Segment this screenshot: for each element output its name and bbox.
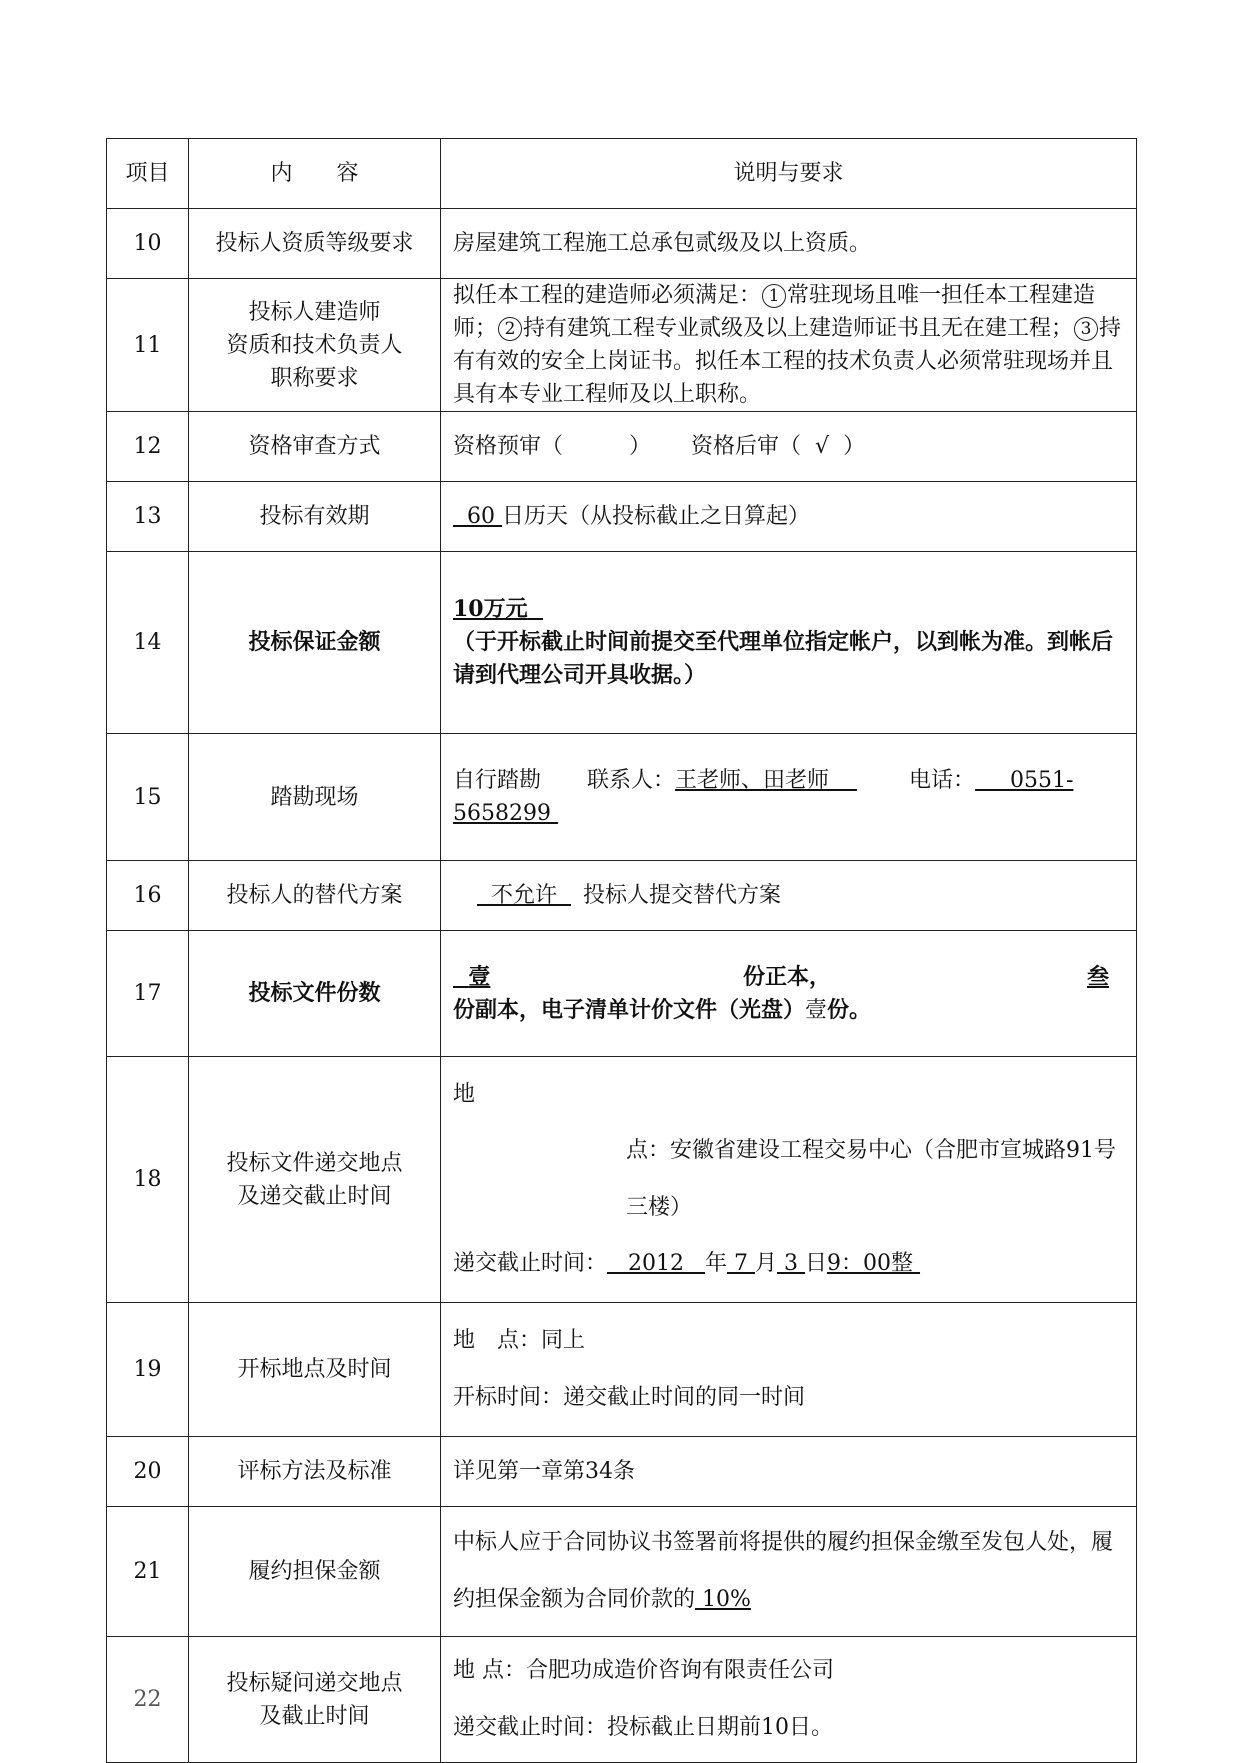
- row-item: 投标人的替代方案: [189, 861, 441, 931]
- location-label: 地: [453, 1082, 476, 1108]
- row-item: 开标地点及时间: [189, 1303, 441, 1437]
- header-requirements: 说明与要求: [441, 139, 1137, 209]
- contact-name: 王老师、田老师: [675, 768, 830, 793]
- row-item-line: 投标文件递交地点: [226, 1150, 403, 1176]
- query-location: 地 点：合肥功成造价咨询有限责任公司: [453, 1658, 834, 1684]
- row-item: 投标有效期: [189, 482, 441, 552]
- circled-number: 3: [1074, 317, 1098, 341]
- disk-count: 壹: [805, 997, 828, 1023]
- row-description: [441, 552, 1137, 734]
- row-number: 14: [107, 552, 189, 734]
- alternative-allowed: 不允许: [491, 883, 558, 908]
- bracket: ）: [629, 434, 652, 459]
- row-item-line: 职称要求: [270, 365, 359, 391]
- row-item: 履约担保金额: [189, 1507, 441, 1637]
- opening-location: 地 点：同上: [453, 1328, 586, 1354]
- text-segment: 拟任本工程的建造师必须满足：: [453, 283, 762, 308]
- original-count: 壹: [468, 963, 491, 990]
- performance-percent: 10%: [702, 1586, 751, 1612]
- bid-data-table: [106, 138, 1137, 1763]
- row-item-line: 投标疑问递交地点: [226, 1670, 403, 1696]
- deadline-time: 9：00整: [827, 1250, 914, 1276]
- row-description: [441, 931, 1137, 1057]
- location-block: [453, 1123, 1124, 1235]
- query-deadline: 递交截止时间：投标截止日期前10日。: [453, 1714, 833, 1740]
- row-item: 评标方法及标准: [189, 1437, 441, 1507]
- table-row: [107, 861, 1137, 931]
- deadline-line: [453, 1236, 1124, 1292]
- row-number: 12: [107, 412, 189, 482]
- row-item: 踏勘现场: [189, 734, 441, 861]
- row-item-line: 投标人建造师: [248, 299, 381, 325]
- phone-number: 0551-5658299: [453, 768, 1074, 826]
- prequal-label: 资格预审（: [453, 434, 564, 459]
- circled-number: 1: [762, 284, 786, 308]
- row-number: 21: [107, 1507, 189, 1637]
- text-segment: 份副本，电子清单计价文件（光盘）: [453, 996, 806, 1023]
- text-segment: 份正本，: [743, 963, 832, 990]
- table-row: [107, 1637, 1137, 1763]
- deadline-month: 7: [734, 1250, 748, 1276]
- row-number: 17: [107, 931, 189, 1057]
- row-item: 投标人资质等级要求: [189, 209, 441, 279]
- row-description: [441, 1637, 1137, 1763]
- row-number: 19: [107, 1303, 189, 1437]
- table-header-row: [107, 139, 1137, 209]
- table-row: [107, 1437, 1137, 1507]
- row-item-line: 及递交截止时间: [237, 1183, 392, 1209]
- text-segment: 投标人提交替代方案: [583, 883, 782, 908]
- table-row: [107, 1507, 1137, 1637]
- row-description: [441, 1057, 1137, 1303]
- row-item-line: 资质和技术负责人: [226, 332, 403, 358]
- deadline-year: 2012: [628, 1250, 684, 1276]
- text-segment: 持有有效的安全上岗证书。拟任本工程的技术负责人必须常驻现场并且具有本专业工程师及以上职称。: [453, 316, 1122, 407]
- row-number: 11: [107, 279, 189, 412]
- row-item: 资格审查方式: [189, 412, 441, 482]
- text-segment: 月: [755, 1250, 778, 1276]
- table-row: [107, 209, 1137, 279]
- location-label: 点：: [626, 1138, 671, 1164]
- row-description: [441, 861, 1137, 931]
- row-number: 13: [107, 482, 189, 552]
- row-item: 投标文件份数: [189, 931, 441, 1057]
- text-segment: 持有建筑工程专业贰级及以上建造师证书且无在建工程；: [523, 316, 1074, 341]
- table-row: [107, 552, 1137, 734]
- row-number: 15: [107, 734, 189, 861]
- row-number: 18: [107, 1057, 189, 1303]
- bracket: ）: [843, 434, 866, 459]
- row-description: [441, 279, 1137, 412]
- deposit-note: （于开标截止时间前提交至代理单位指定帐户，以到帐为准。到帐后请到代理公司开具收据。）: [453, 629, 1114, 688]
- row-description: [441, 412, 1137, 482]
- row-number: 20: [107, 1437, 189, 1507]
- row-number: 10: [107, 209, 189, 279]
- deposit-amount: 10万元: [453, 596, 528, 622]
- row-item: 投标保证金额: [189, 552, 441, 734]
- row-item: [189, 1057, 441, 1303]
- row-description: 详见第一章第34条: [441, 1437, 1137, 1507]
- text-segment: 年: [704, 1250, 727, 1276]
- table-row: [107, 1057, 1137, 1303]
- text-segment: 常驻现场且唯一担任本工程建造师；: [453, 283, 1096, 341]
- survey-mode: 自行踏勘: [453, 768, 542, 793]
- deadline-day: 3: [784, 1250, 799, 1276]
- validity-days: 60: [467, 504, 495, 529]
- postqual-label: 资格后审（: [691, 434, 802, 459]
- table-row: [107, 279, 1137, 412]
- row-number: 22: [107, 1637, 189, 1763]
- row-description: 房屋建筑工程施工总承包贰级及以上资质。: [441, 209, 1137, 279]
- check-mark: √: [815, 434, 830, 459]
- table-row: [107, 412, 1137, 482]
- header-content: 内 容: [189, 139, 441, 209]
- row-description: [441, 1303, 1137, 1437]
- row-description: [441, 734, 1137, 861]
- phone-label: 电话：: [909, 768, 976, 793]
- location-text: 安徽省建设工程交易中心（合肥市宣城路91号三楼）: [626, 1138, 1117, 1220]
- table-row: [107, 482, 1137, 552]
- text-segment: 日历天（从投标截止之日算起）: [502, 504, 811, 529]
- text-segment: 份。: [827, 996, 872, 1023]
- row-number: 16: [107, 861, 189, 931]
- text-segment: 日: [805, 1250, 828, 1276]
- row-description: [441, 482, 1137, 552]
- deadline-label: 递交截止时间：: [453, 1250, 608, 1276]
- opening-time: 开标时间：递交截止时间的同一时间: [453, 1384, 806, 1410]
- row-item: [189, 1637, 441, 1763]
- contact-label: 联系人：: [587, 768, 676, 793]
- row-description: [441, 1507, 1137, 1637]
- row-item-line: 及截止时间: [259, 1703, 370, 1729]
- row-item: [189, 279, 441, 412]
- circled-number: 2: [498, 317, 522, 341]
- header-item-no: 项目: [107, 139, 189, 209]
- table-row: [107, 734, 1137, 861]
- table-row: [107, 931, 1137, 1057]
- table-row: [107, 1303, 1137, 1437]
- copy-count: 叁: [1087, 963, 1110, 990]
- text-segment: 中标人应于合同协议书签署前将提供的履约担保金缴至发包人处，履约担保金额为合同价款的: [453, 1530, 1114, 1612]
